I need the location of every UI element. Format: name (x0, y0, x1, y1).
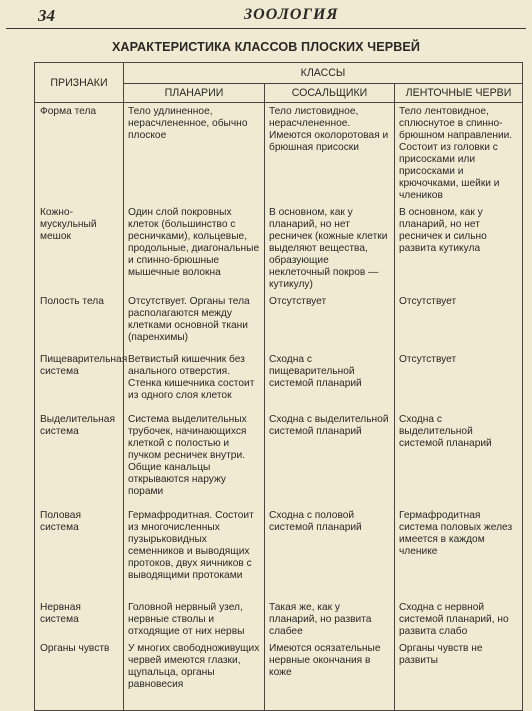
flatworm-classes-table (34, 62, 523, 711)
cell-flukes: Сходна с выделительной системой планарий (265, 411, 395, 507)
row-feature: Органы чувств (35, 640, 124, 710)
table-row (35, 507, 523, 599)
cell-planarians: Ветвистый кишечник без анального отверстия. Стенка кишечника состоит из одного слоя клеток (124, 351, 265, 411)
cell-tapeworms: Тело лентовидное, сплюснутое в спинно-брюшном направлении. Состоит из головки с присосками или присосками и крючочками, шейки и члеников (395, 103, 523, 205)
cell-tapeworms: Отсутствует (395, 351, 523, 411)
cell-flukes: Имеются осязательные нервные окончания в коже (265, 640, 395, 710)
table-title: ХАРАКТЕРИСТИКА КЛАССОВ ПЛОСКИХ ЧЕРВЕЙ (111, 40, 421, 54)
cell-planarians: Один слой покровных клеток (большинство с ресничками), кольцевые, продольные, диагональные и спинно-брюшные мышечные волокна (124, 204, 265, 293)
row-feature: Полость тела (35, 293, 124, 351)
cell-flukes: Отсутствует (265, 293, 395, 351)
row-feature: Выделительная система (35, 411, 124, 507)
cell-planarians: Тело удлиненное, нерасчлененное, обычно плоское (124, 103, 265, 205)
table-row (35, 204, 523, 293)
cell-tapeworms: Сходна с нервной системой планарий, но развита слабо (395, 599, 523, 640)
table-row (35, 411, 523, 507)
table-row (35, 351, 523, 411)
cell-planarians: Система выделительных трубочек, начинающихся клеткой с полостью и пучком ресничек внутри. Общие канальцы открываются наружу порами (124, 411, 265, 507)
cell-flukes: В основном, как у планарий, но нет ресничек (кожные клетки выделяют вещества, образующие неклеточный покров — кутикулу) (265, 204, 395, 293)
table-row (35, 293, 523, 351)
header-tapeworms: ЛЕНТОЧНЫЕ ЧЕРВИ (395, 84, 523, 103)
cell-planarians: У многих свободноживущих червей имеются глазки, щупальца, органы равновесия (124, 640, 265, 710)
row-feature: Половая система (35, 507, 124, 599)
cell-tapeworms: Гермафродитная система половых желез имеется в каждом членике (395, 507, 523, 599)
cell-flukes: Сходна с пищеварительной системой планарий (265, 351, 395, 411)
running-title: ЗООЛОГИЯ (244, 6, 339, 23)
row-feature: Нервная система (35, 599, 124, 640)
row-feature: Форма тела (35, 103, 124, 205)
header-classes: КЛАССЫ (124, 63, 523, 84)
page-number: 34 (38, 6, 55, 25)
table-row (35, 640, 523, 710)
table-row (35, 599, 523, 640)
row-feature: Кожно-мускульный мешок (35, 204, 124, 293)
header-features: ПРИЗНАКИ (35, 63, 124, 103)
cell-flukes: Такая же, как у планарий, но развита слабее (265, 599, 395, 640)
cell-planarians: Головной нервный узел, нервные стволы и отходящие от них нервы (124, 599, 265, 640)
table-row (35, 103, 523, 205)
cell-tapeworms: Сходна с выделительной системой планарий (395, 411, 523, 507)
cell-planarians: Гермафродитная. Состоит из многочисленных пузырьковидных семенников и выводящих протоков, двух яичников с выводящими протоками (124, 507, 265, 599)
cell-flukes: Тело листовидное, нерасчлененное. Имеются околоротовая и брюшная присоски (265, 103, 395, 205)
cell-tapeworms: Органы чувств не развиты (395, 640, 523, 710)
cell-tapeworms: Отсутствует (395, 293, 523, 351)
running-header (6, 6, 526, 29)
cell-tapeworms: В основном, как у планарий, но нет ресничек и сильно развита кутикула (395, 204, 523, 293)
cell-planarians: Отсутствует. Органы тела располагаются между клетками основной ткани (паренхимы) (124, 293, 265, 351)
header-planarians: ПЛАНАРИИ (124, 84, 265, 103)
cell-flukes: Сходна с половой системой планарий (265, 507, 395, 599)
row-feature: Пищеварительная система (35, 351, 124, 411)
header-flukes: СОСАЛЬЩИКИ (265, 84, 395, 103)
